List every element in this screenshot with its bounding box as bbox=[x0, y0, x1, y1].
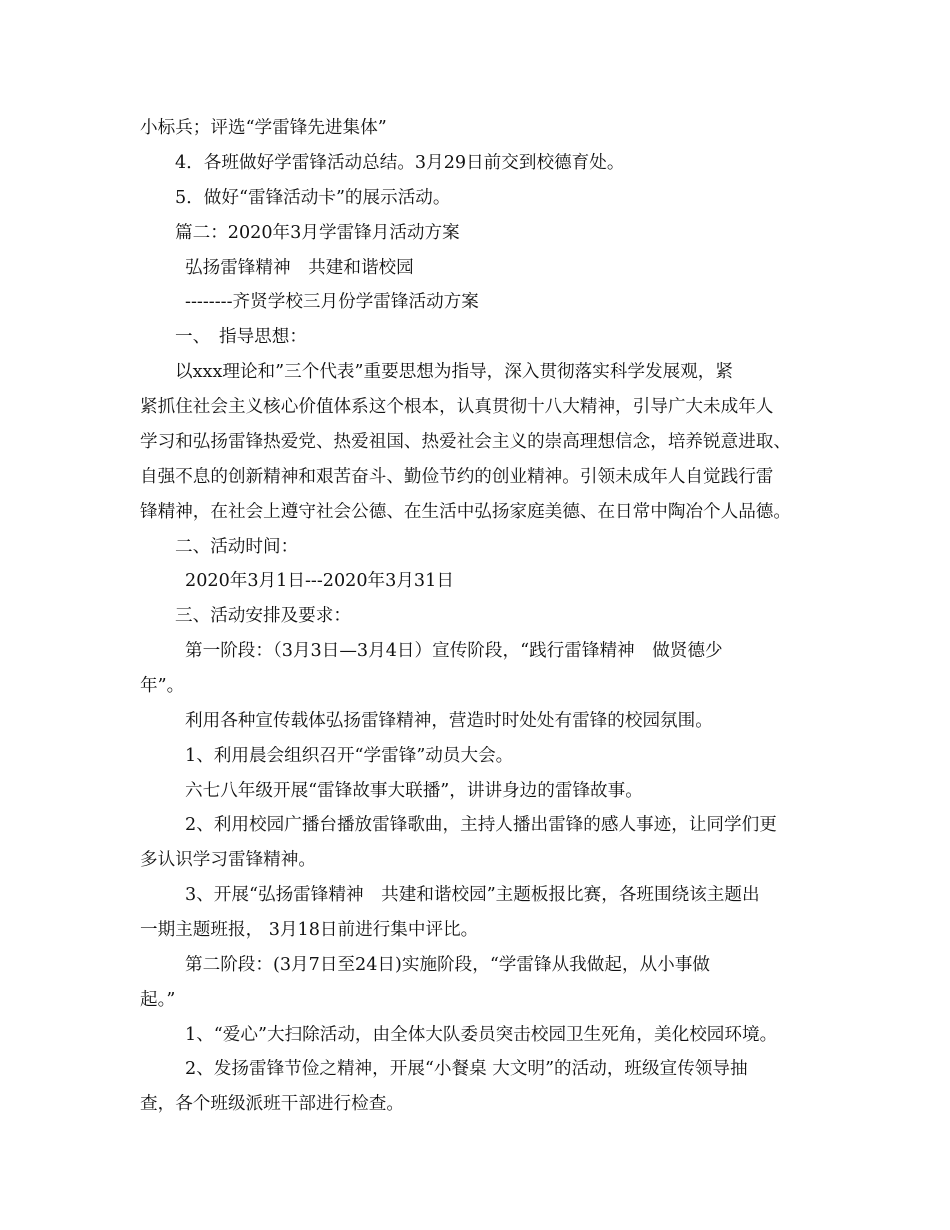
text-line: 六七八年级开展“雷锋故事大联播”，讲讲身边的雷锋故事。 bbox=[185, 781, 643, 801]
text-line: 自强不息的创新精神和艰苦奋斗、勤俭节约的创业精神。引领未成年人自觉践行雷 bbox=[140, 467, 774, 487]
text-line: 1、利用晨会组织召开“学雷锋”动员大会。 bbox=[185, 746, 514, 766]
section-heading: 三、活动安排及要求： bbox=[175, 606, 351, 626]
text-line: 4．各班做好学雷锋活动总结。3月29日前交到校德育处。 bbox=[175, 153, 625, 173]
text-line: 1、“爱心”大扫除活动，由全体大队委员突击校园卫生死角，美化校园环境。 bbox=[185, 1025, 778, 1045]
text-line: 小标兵；评选“学雷锋先进集体” bbox=[140, 118, 387, 138]
text-line: 5．做好“雷锋活动卡”的展示活动。 bbox=[175, 188, 451, 208]
plan-subtitle: --------齐贤学校三月份学雷锋活动方案 bbox=[185, 292, 479, 312]
plan-title: 弘扬雷锋精神 共建和谐校园 bbox=[185, 258, 414, 278]
text-line: 起。” bbox=[140, 990, 176, 1010]
text-line: 锋精神，在社会上遵守社会公德、在生活中弘扬家庭美德、在日常中陶冶个人品德。 bbox=[140, 502, 791, 522]
text-line: 第一阶段：（3月3日—3月4日）宣传阶段，“践行雷锋精神 做贤德少 bbox=[185, 641, 723, 661]
text-line: 2、发扬雷锋节俭之精神，开展“小餐桌 大文明”的活动，班级宣传领导抽 bbox=[185, 1059, 748, 1079]
text-line: 查，各个班级派班干部进行检查。 bbox=[140, 1094, 404, 1114]
text-line: 2020年3月1日---2020年3月31日 bbox=[185, 571, 454, 591]
section-heading: 一、 指导思想： bbox=[175, 327, 307, 347]
text-line: 多认识学习雷锋精神。 bbox=[140, 850, 316, 870]
section-heading: 二、活动时间： bbox=[175, 537, 299, 557]
text-line: 学习和弘扬雷锋热爱党、热爱祖国、热爱社会主义的崇高理想信念，培养锐意进取、 bbox=[140, 432, 791, 452]
text-line: 一期主题班报， 3月18日前进行集中评比。 bbox=[140, 920, 479, 940]
text-line: 紧抓住社会主义核心价值体系这个根本，认真贯彻十八大精神，引导广大未成年人 bbox=[140, 397, 774, 417]
text-line: 3、开展“弘扬雷锋精神 共建和谐校园”主题板报比赛，各班围绕该主题出 bbox=[185, 885, 760, 905]
section-heading: 篇二：2020年3月学雷锋月活动方案 bbox=[175, 223, 460, 243]
text-line: 以xxx理论和”三个代表”重要思想为指导，深入贯彻落实科学发展观，紧 bbox=[175, 362, 733, 382]
text-line: 第二阶段：(3月7日至24日)实施阶段，“学雷锋从我做起，从小事做 bbox=[185, 955, 710, 975]
text-line: 利用各种宣传载体弘扬雷锋精神，营造时时处处有雷锋的校园氛围。 bbox=[185, 711, 713, 731]
text-line: 年”。 bbox=[140, 676, 185, 696]
text-line: 2、利用校园广播台播放雷锋歌曲，主持人播出雷锋的感人事迹，让同学们更 bbox=[185, 815, 777, 835]
